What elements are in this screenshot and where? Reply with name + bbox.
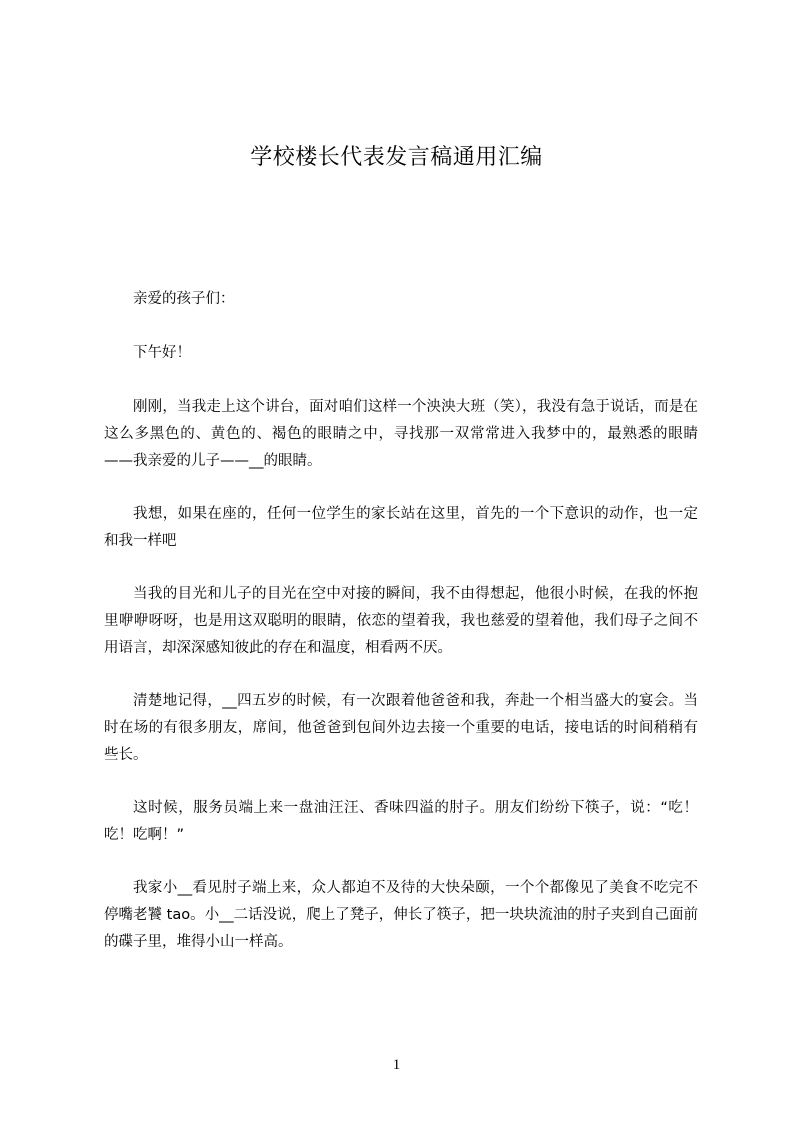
paragraph: 我想，如果在座的，任何一位学生的家长站在这里，首先的一个下意识的动作，也一定和我一样吧 [104,506,698,549]
page-number: 1 [392,1057,401,1073]
paragraph: 当我的目光和儿子的目光在空中对接的瞬间，我不由得想起，他很小时候，在我的怀抱里咿咿呀呀，也是用这双聪明的眼睛，依恋的望着我，我也慈爱的望着他，我们母子之间不用语言，却深深感知彼此的存在和温度，相看两不厌。 [104,586,698,656]
paragraph: 这时候，服务员端上来一盘油汪汪、香味四溢的肘子。朋友们纷纷下筷子，说：“吃！吃！吃啊！” [104,800,698,843]
paragraph-salutation: 下午好！ [133,345,191,361]
paragraph: 清楚地记得，__四五岁的时候，有一次跟着他爸爸和我，奔赴一个相当盛大的宴会。当时在场的有很多朋友，席间，他爸爸到包间外边去接一个重要的电话，接电话的时间稍稍有些长。 [104,693,698,763]
paragraph-greeting: 亲爱的孩子们： [133,291,235,307]
paragraph: 我家小__看见肘子端上来，众人都迫不及待的大快朵颐，一个个都像见了美食不吃完不停嘴老饕 tao。小__二话没说，爬上了凳子，伸长了筷子，把一块块流油的肘子夹到自己面前的碟子里，堆得小山一样高。 [104,880,698,950]
paragraph: 刚刚，当我走上这个讲台，面对咱们这样一个泱泱大班（笑），我没有急于说话，而是在这么多黑色的、黄色的、褐色的眼睛之中，寻找那一双常常进入我梦中的，最熟悉的眼睛——我亲爱的儿子——__的眼睛。 [104,399,698,469]
document-title: 学校楼长代表发言稿通用汇编 [250,145,543,170]
